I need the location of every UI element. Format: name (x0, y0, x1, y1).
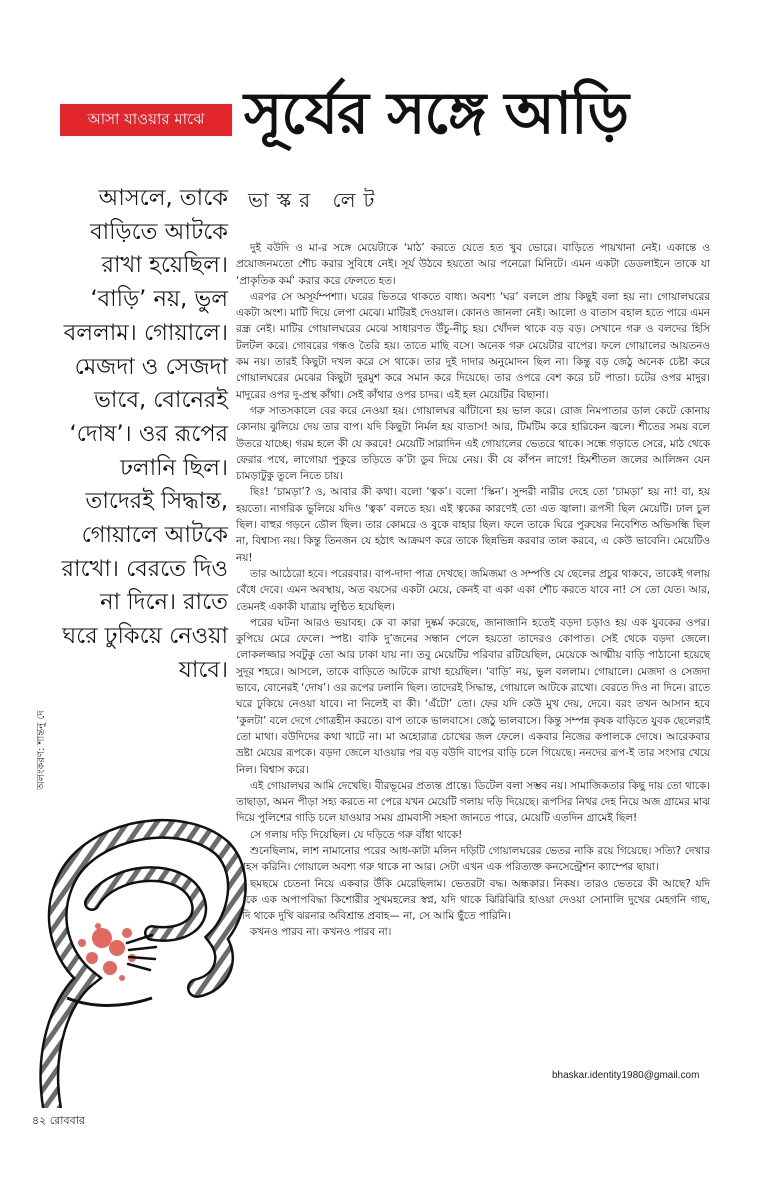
body-paragraph: তার আঠেরো হবে। পরেরবার। বাপ-দাদা পাত্র দেখছে। জমিজমা ও সম্পত্তি যে ছেলের প্রচুর থাকবে, তাকেই গলায় বেঁধে দেবে। এমন অবস্থায়, অত বয়সের একটা মেয়ে, কেনই বা একা একা শৌচ করতে যাবে না! সে তো যেত। আর, তেমনই একাকী যাত্রায় লুণ্ঠিত হয়েছিল। (236, 567, 710, 613)
illustration-credit: অলংকরণ: শান্তনু দে (36, 710, 47, 790)
body-paragraph: ছমছমে চেতনা নিয়ে একবার উঁকি মেরেছিলাম। ভেতরটা বদ্ধ। অন্ধকার। নিকষ। তারও ভেতরে কী আছে? যদি থাকে এক অপাপবিদ্ধা কিশোরীর সুখমহলের স্বপ্ন, যদি থাকে ঝিরিঝিরি হাওয়া দেওয়া সোনালি দুখের মেহগনি গাছ, যদি থাকে দুখি ঝরনার অবিশ্রান্ত প্রবাহ— না, সে আমি ছুঁতে পারিনি। (236, 877, 710, 923)
body-paragraph: শুনেছিলাম, লাশ নামানোর পরের আধ-কাটা মলিন দড়িটি গোয়ালঘরের ভেতর নাকি রয়ে গিয়েছে। সত্যি? দেখার সাহস করিনি। গোয়ালে অবশ্য গরু থাকে না আর। সেটা এখন এক পরিত্যক্ত কনসেন্ট্রেশন ক্যাম্পের ছায়া। (236, 844, 710, 874)
body-paragraph: গরু সাতসকালে বের করে নেওয়া হয়। গোয়ালঘর ঝাঁটানো হয় ভাল করে। রোজ নিমপাতার ডাল কেটে কোনায় কোনায় ঝুলিয়ে দেয় তার বাপ। যদি কিছুটা নির্মল হয় বাতাস! আর, টিমটিম করে হারিকেন জ্বলে। শীতের সময় বলে উতরে যাচ্ছে। গরম হলে কী যে করবে! মেয়েটি সারাদিন এই গোয়ালের ভেতরে থাকে। সন্ধে গড়াতে সেরে, মাঠ থেকে ফেরার পথে, লাগোয়া পুকুরে তড়িতে ক’টা ডুব দিয়ে নেয়। কী যে কাঁপন লাগে! হিমশীতল জলের আলিঙ্গন যেন চামড়াটুকু তুলে নিতে চায়। (236, 404, 710, 483)
pull-quote (58, 182, 228, 688)
pull-quote-text: আসলে, তাকে বাড়িতে আটকে রাখা হয়েছিল। ‘বাড়ি’ নয়, ভুল বললাম। গোয়ালে। মেজদা ও সেজদা ভাবে, বোনেরই ‘দোষ’। ওর রূপের ঢলানি ছিল। তাদেরই সিদ্ধান্ত, গোয়ালে আটকে রাখো। বেরতে দিও না দিনে। রাতে ঘরে ঢুকিয়ে নেওয়া যাবে। (61, 185, 228, 683)
page-folio: ৪২ রোববার (32, 1114, 85, 1127)
rope-inner-stripes (92, 874, 199, 934)
body-paragraph: সে গলায় দড়ি দিয়েছিল। যে দড়িতে গরু বাঁধা থাকে! (250, 828, 463, 841)
body-paragraph: দুই বউদি ও মা-র সঙ্গে মেয়েটাকে ‘মাঠ’ করতে যেতে হত খুব ভোরে। বাড়িতে পায়খানা নেই। একান্তে ও প্রয়োজনমতো শৌচ করার সুবিধে নেই। সূর্য উঠবে হয়তো আর পনেরো মিনিটে। এমন একটা ডেডলাইনে তাকে যা ‘প্রাকৃতিক কর্ম’ করার করে ফেলতে হত। (236, 242, 710, 287)
author-email: bhaskar.identity1980@gmail.com (552, 1070, 700, 1081)
body-paragraph: পরের ঘটনা আরও ভয়াবহ। কে বা কারা দুষ্কর্ম করেছে, জানাজানি হতেই বড়দা চড়াও হয় এক যুবকের ওপর। কুপিয়ে মেরে ফেলে। স্পষ্ট। বাকি দু’জনের সন্ধান পেলে হয়তো তাদেরও কোপাত। সেই থেকে বড়দা জেলে। লোকলজ্জার সবটুকু তো আর ঢাকা যায় না। তবু মেয়েটির পরিবার রটিয়েছিল, মেয়েকে আত্মীয় বাড়ি পাঠানো হয়েছে সুদূর শহরে। আসলে, তাকে বাড়িতে আটকে রাখা হয়েছিল। ‘বাড়ি’ নয়, ভুল বললাম। গোয়ালে। মেজদা ও সেজদা ভাবে, বোনেরই ‘দোষ’। ওর রূপের ঢলানি ছিল। তাদেরই সিদ্ধান্ত, গোয়ালে আটকে রাখো। বেরতে দিও না দিনে। রাতে ঘরে ঢুকিয়ে নেওয়া যাবে। না নিলেই বা কী। ‘এঁটো’ তো। ফের যদি কেউ মুখ দেয়, দেবে। বরং তখন আসান হবে ‘কুলটা’ বলে দেগে গোত্রহীন করতে। বাপ তাকে ভালবাসে। জেঠু ভালবাসে। কিন্তু সম্পন্ন কৃষক বাড়িতে যুবক ছেলেরাই তো মাথা। বউদিদের কথা খাটে না। মা অহোরাত্র চোখের জল ফেলে। একবার নিজের কপালকে দোষে। আরেকবার ভ্রষ্টা মেয়ের রূপকে। বড়দা জেলে যাওয়ার পর বড় বউদি বাপের বাড়ি চলে গিয়েছে। ননদের রূপ-ই তার সংসার খেয়ে নিল। বিশ্বাস করে। (236, 616, 710, 776)
body-paragraph: এই গোয়ালঘর আমি দেখেছি। বীরভূমের প্রত্যন্ত প্রান্তে। ডিটেল বলা সম্ভব নয়। সামাজিকতার কিছু দায় তো থাকে। তাছাড়া, অমন পীড়া সহ্য করতে না পেরে যখন মেয়েটি গলায় দড়ি দিয়েছে। রূপসির নিথর দেহ নিয়ে অজ গ্রামের মাঝ দিয়ে পুলিশের গাড়ি চলে যাওয়ার সময় গ্রামবাসী সহসা জানতে পারে, মেয়েটি এতদিন গ্রামেই ছিল! (236, 779, 710, 825)
body-paragraph: ছিঃ! ‘চামড়া’? ও, আবার কী কথা। বলো ‘ত্বক’। বলো ‘স্কিন’। সুন্দরী নারীর দেহে তো ‘চামড়া’ হয় না! বা, হয় হয়তো। নাগরিক ভুলিয়ে যদিও ‘ত্বক’ বলতে হয়। এই ত্বকের কারণেই তো এত জ্বালা। রূপসী ছিল মেয়েটি। ঢাল চুল ছিল। বাহুর গড়নে ডৌল ছিল। তার কোমরে ও বুকে বাহার ছিল। ফলে তাকে ঘিরে পুরুষের নিবেশিত অভিসন্ধি ছিল না, বিশ্বাস্য নয়। কিন্তু তিনজন যে হঠাৎ আক্রমণ করে তাকে ছিন্নভিন্ন করবার তাল করবে, এ কেউ ভাবেনি। মেয়েটিও নয়! (236, 486, 710, 564)
article-title: সূর্যের সঙ্গে আড়ি (244, 79, 629, 147)
rope-face-illustration (32, 808, 252, 1108)
article-body (236, 240, 710, 941)
body-paragraph: কখনও পারব না। কখনও পারব না। (250, 926, 392, 939)
section-badge (60, 104, 232, 136)
body-paragraph: এরপর সে অসূর্যম্পশ্যা। ঘরের ভিতরে থাকতে বাধ্য। অবশ্য ‘ঘর’ বললে প্রায় কিছুই বলা হয় না। গোয়ালঘরের একটা অংশ। মাটি দিয়ে লেপা মেঝে। মাটিরই দেওয়াল। কোনও জানলা নেই। আলো ও বাতাস বহাল হতে পারে এমন রন্ধ্র নেই। মাটির গোয়ালঘরের মেঝে সাধারণত উঁচু-নীচু হয়। খোঁদল থাকে বড় বড়। সেখানে গরু ও বলদের হিসি টলটল করে। গোবরের গন্ধও তৈরি হয়। তাতে মাছি বসে। অনেক গরু মেয়েটার বাপের। ফলে গোয়ালের আয়তনও কম নয়। তারই কিছুটা দখল করে সে থাকে। তার দুই দাদার অনুমোদন ছিল না। কিন্তু বড় জেঠু অনেক চেষ্টা করে গোয়ালঘরের মেঝের কিছুটা দুরমুশ করে সমান করে দিয়েছে। তার ওপরে বেশ করে চট পাতা। চটের ওপর মাদুর। মাদুরের ওপর দু-প্রস্থ কাঁথা। সেই কাঁথার ওপর চাদর। এই হল মেয়েটির বিছানা। (236, 290, 710, 401)
section-label: আসা যাওয়ার মাঝে (87, 109, 205, 128)
author-byline: ভাস্কর লেট (248, 188, 383, 212)
